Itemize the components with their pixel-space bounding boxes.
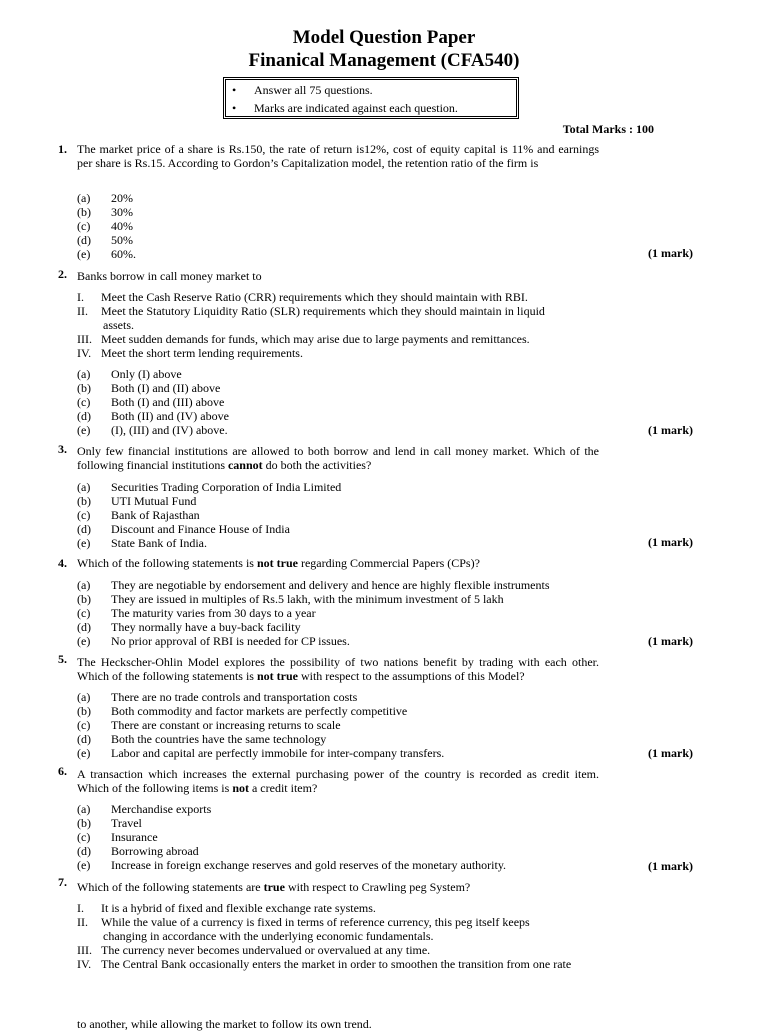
option-item: (a) Only (I) above (77, 367, 182, 381)
statement-numeral: IV. (77, 346, 92, 360)
instructions-box (223, 77, 519, 119)
option-letter: (c) (77, 718, 91, 732)
option-item: (b) Travel (77, 816, 142, 830)
emphasis-text: not true (256, 669, 298, 683)
mark-label: (1 mark) (648, 535, 693, 549)
option-letter: (a) (77, 367, 91, 381)
option-item: (c) Both (I) and (III) above (77, 395, 225, 409)
statement-continuation: changing in accordance with the underlying economic fundamentals. (103, 929, 434, 943)
option-letter: (d) (77, 732, 91, 746)
question-text: Banks borrow in call money market to (77, 269, 262, 283)
option-item: (c) The maturity varies from 30 days to a year (77, 606, 316, 620)
option-item: (d) Discount and Finance House of India (77, 522, 290, 536)
total-marks: Total Marks : 100 (562, 122, 654, 136)
option-item: (d) Both (II) and (IV) above (77, 409, 229, 423)
option-letter: (a) (77, 578, 91, 592)
option-item: (a) Merchandise exports (77, 802, 212, 816)
emphasis-text: not true (256, 556, 298, 570)
option-letter: (d) (77, 522, 91, 536)
question-text: The Heckscher-Ohlin Model explores the possibility of two nations benefit by trading with each other. Which of the following statements is not true with respect to the assumptions of this Model? (77, 655, 599, 683)
statement-item: I. Meet the Cash Reserve Ratio (CRR) requirements which they should maintain with RBI. (77, 290, 528, 304)
option-item: (d) Borrowing abroad (77, 844, 199, 858)
option-item: (a) Securities Trading Corporation of India Limited (77, 480, 342, 494)
statement-numeral: IV. (77, 957, 92, 971)
mark-label: (1 mark) (648, 423, 693, 437)
option-letter: (a) (77, 191, 91, 205)
option-item: (e) 60%. (77, 247, 136, 261)
statement-continuation: to another, while allowing the market to follow its own trend. (77, 1017, 372, 1031)
bullet-icon: • (232, 83, 237, 97)
question-text: Which of the following statements are true with respect to Crawling peg System? (77, 880, 471, 894)
instruction-item: • Answer all 75 questions. (232, 83, 373, 97)
page-subtitle: Finanical Management (CFA540) (248, 50, 520, 71)
question-number: 1. (58, 142, 67, 156)
option-item: (b) Both commodity and factor markets are perfectly competitive (77, 704, 408, 718)
option-item: (a) They are negotiable by endorsement and delivery and hence are highly flexible instruments (77, 578, 550, 592)
instruction-item: • Marks are indicated against each question. (232, 101, 458, 115)
question-number: 4. (58, 556, 67, 570)
option-letter: (d) (77, 620, 91, 634)
option-letter: (b) (77, 205, 91, 219)
option-item: (e) Labor and capital are perfectly immobile for inter-company transfers. (77, 746, 445, 760)
option-letter: (a) (77, 480, 91, 494)
option-item: (e) No prior approval of RBI is needed for CP issues. (77, 634, 350, 648)
option-item: (d) 50% (77, 233, 133, 247)
option-letter: (c) (77, 830, 91, 844)
emphasis-text: not (232, 781, 249, 795)
statement-item: III. The currency never becomes undervalued or overvalued at any time. (77, 943, 431, 957)
statement-item: II. While the value of a currency is fixed in terms of reference currency, this peg itself keeps changing in accordance with the underlying economic fundamentals. (77, 915, 597, 943)
option-letter: (a) (77, 690, 91, 704)
option-letter: (e) (77, 423, 91, 437)
statement-item: IV. Meet the short term lending requirements. (77, 346, 303, 360)
option-letter: (c) (77, 395, 91, 409)
option-item: (d) They normally have a buy-back facility (77, 620, 301, 634)
question-number: 7. (58, 875, 67, 889)
option-letter: (e) (77, 536, 91, 550)
option-item: (b) UTI Mutual Fund (77, 494, 197, 508)
statement-item: III. Meet sudden demands for funds, which may arise due to large payments and remittances. (77, 332, 530, 346)
option-letter: (c) (77, 606, 91, 620)
question-text: Which of the following statements is not true regarding Commercial Papers (CPs)? (77, 556, 480, 570)
option-letter: (a) (77, 802, 91, 816)
statement-numeral: II. (77, 915, 88, 929)
option-letter: (d) (77, 409, 91, 423)
page-title: Model Question Paper (292, 27, 476, 48)
mark-label: (1 mark) (648, 634, 693, 648)
question-text: Only few financial institutions are allowed to both borrow and lend in call money market. Which of the following financial institutions cannot do both the activities? (77, 444, 599, 472)
option-item: (b) Both (I) and (II) above (77, 381, 221, 395)
option-item: (c) 40% (77, 219, 133, 233)
bullet-icon: • (232, 101, 237, 115)
option-letter: (b) (77, 816, 91, 830)
statement-numeral: III. (77, 332, 92, 346)
question-text: A transaction which increases the external purchasing power of the country is recorded as credit item. Which of the following items is not a credit item? (77, 767, 599, 795)
option-item: (b) 30% (77, 205, 133, 219)
question-number: 3. (58, 442, 67, 456)
statement-numeral: III. (77, 943, 92, 957)
question-text: The market price of a share is Rs.150, the rate of return is12%, cost of equity capital is 11% and earnings per share is Rs.15. According to Gordon’s Capitalization model, the retention ratio of the firm is (77, 142, 599, 170)
option-item: (e) State Bank of India. (77, 536, 207, 550)
option-item: (c) Insurance (77, 830, 158, 844)
option-letter: (c) (77, 508, 91, 522)
option-item: (a) 20% (77, 191, 133, 205)
mark-label: (1 mark) (648, 859, 693, 873)
option-letter: (b) (77, 381, 91, 395)
option-letter: (e) (77, 634, 91, 648)
option-letter: (d) (77, 233, 91, 247)
option-letter: (b) (77, 592, 91, 606)
option-item: (e) Increase in foreign exchange reserves and gold reserves of the monetary authority. (77, 858, 507, 872)
statement-numeral: I. (77, 901, 84, 915)
option-letter: (c) (77, 219, 91, 233)
statement-item: II. Meet the Statutory Liquidity Ratio (SLR) requirements which they should maintain in liquid assets. (77, 304, 597, 332)
option-item: (a) There are no trade controls and transportation costs (77, 690, 358, 704)
option-letter: (b) (77, 494, 91, 508)
emphasis-text: true (263, 880, 285, 894)
option-item: (c) Bank of Rajasthan (77, 508, 200, 522)
mark-label: (1 mark) (648, 746, 693, 760)
statement-item: I. It is a hybrid of fixed and flexible exchange rate systems. (77, 901, 376, 915)
mark-label: (1 mark) (648, 246, 693, 260)
statement-continuation: assets. (103, 318, 134, 332)
option-letter: (e) (77, 858, 91, 872)
emphasis-text: cannot (227, 458, 263, 472)
question-number: 2. (58, 267, 67, 281)
option-letter: (e) (77, 247, 91, 261)
question-number: 6. (58, 764, 67, 778)
option-letter: (b) (77, 704, 91, 718)
option-item: (e) (I), (III) and (IV) above. (77, 423, 228, 437)
statement-item: IV. The Central Bank occasionally enters the market in order to smoothen the transition from one rate (77, 957, 572, 971)
option-item: (c) There are constant or increasing returns to scale (77, 718, 341, 732)
statement-numeral: I. (77, 290, 84, 304)
option-letter: (e) (77, 746, 91, 760)
question-number: 5. (58, 652, 67, 666)
option-letter: (d) (77, 844, 91, 858)
statement-numeral: II. (77, 304, 88, 318)
option-item: (d) Both the countries have the same technology (77, 732, 327, 746)
option-item: (b) They are issued in multiples of Rs.5 lakh, with the minimum investment of 5 lakh (77, 592, 504, 606)
